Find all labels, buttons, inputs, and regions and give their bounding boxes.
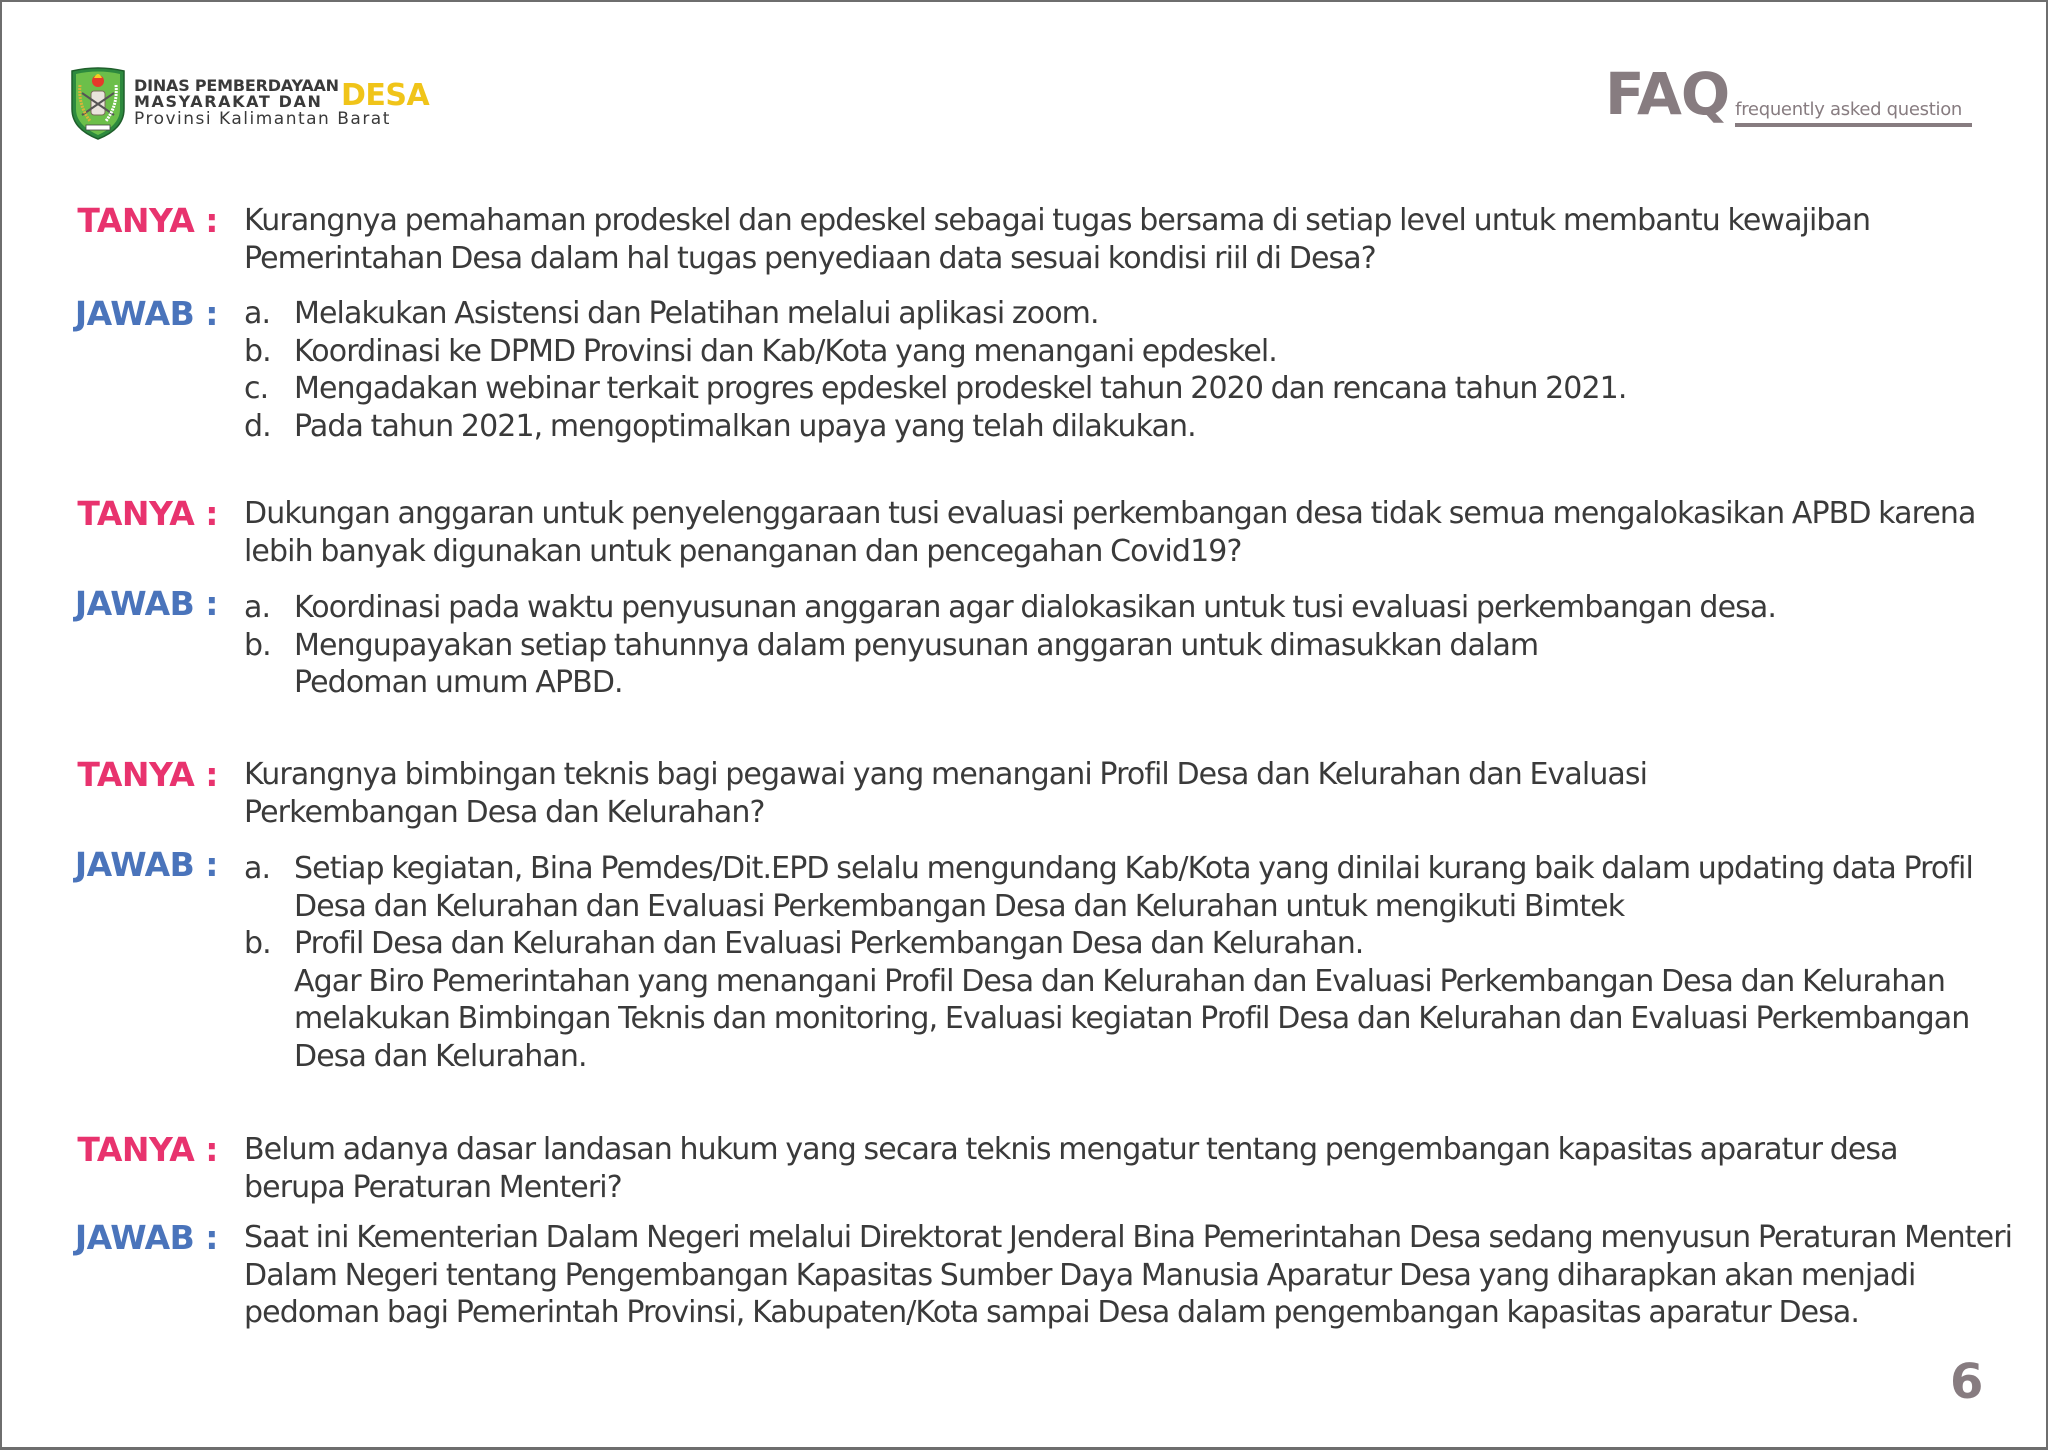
answer-item: b. Koordinasi ke DPMD Provinsi dan Kab/Kota yang menangani epdeskel. <box>244 333 1277 369</box>
answer-item: b. Profil Desa dan Kelurahan dan Evaluasi Perkembangan Desa dan Kelurahan. Agar Biro Pemerintahan yang menangani Profil Desa dan Kelurahan dan Evaluasi Perkembangan Desa dan Kelurahan melakukan Bimbingan Teknis dan monitoring, Evaluasi kegiatan Profil Desa dan Kelurahan dan Evaluasi Perkembangan Desa dan Kelurahan. <box>244 926 1970 1074</box>
org-logo <box>68 65 430 141</box>
question-text: Belum adanya dasar landasan hukum yang secara teknis mengatur tentang pengembangan kapasitas aparatur desa berupa Peraturan Menteri? <box>244 1132 1898 1205</box>
answer-item: a. Melakukan Asistensi dan Pelatihan melalui aplikasi zoom. <box>244 296 1099 331</box>
kalbar-crest-icon <box>68 65 128 141</box>
page-number: 6 <box>1950 1354 1984 1410</box>
question-text: Kurangnya pemahaman prodeskel dan epdeskel sebagai tugas bersama di setiap level untuk membantu kewajiban Pemerintahan Desa dalam hal tugas penyediaan data sesuai kondisi riil di Desa? <box>244 203 1871 276</box>
org-province: Provinsi Kalimantan Barat <box>134 109 391 129</box>
tanya-label: TANYA : <box>77 494 218 533</box>
org-name <box>134 76 430 129</box>
answer-list <box>244 850 1984 1075</box>
question-text: Kurangnya bimbingan teknis bagi pegawai yang menangani Profil Desa dan Kelurahan dan Evaluasi Perkembangan Desa dan Kelurahan? <box>244 757 1648 830</box>
jawab-label: JAWAB : <box>74 845 218 884</box>
tanya-label: TANYA : <box>77 1130 218 1169</box>
answer-list <box>244 589 2014 702</box>
jawab-label: JAWAB : <box>74 584 218 623</box>
answer-item: a. Koordinasi pada waktu penyusunan anggaran agar dialokasikan untuk tusi evaluasi perkembangan desa. <box>244 590 1776 625</box>
tanya-label: TANYA : <box>77 201 218 240</box>
answer-list <box>244 295 2014 445</box>
question-text: Dukungan anggaran untuk penyelenggaraan tusi evaluasi perkembangan desa tidak semua mengalokasikan APBD karena lebih banyak digunakan untuk penanganan dan pencegahan Covid19? <box>244 496 1976 569</box>
jawab-label: JAWAB : <box>74 294 218 333</box>
jawab-label: JAWAB : <box>74 1218 218 1257</box>
org-name-line2: MASYARAKAT DAN <box>134 92 323 111</box>
answer-item: d. Pada tahun 2021, mengoptimalkan upaya yang telah dilakukan. <box>244 408 1196 444</box>
org-name-line1: DINAS PEMBERDAYAAN <box>134 76 339 95</box>
faq-subtitle: frequently asked question <box>1735 99 1972 127</box>
tanya-label: TANYA : <box>77 755 218 794</box>
answer-item: c. Mengadakan webinar terkait progres epdeskel prodeskel tahun 2020 dan rencana tahun 2021. <box>244 371 1627 406</box>
faq-title: FAQ <box>1605 60 1730 128</box>
answer-item: a. Setiap kegiatan, Bina Pemdes/Dit.EPD selalu mengundang Kab/Kota yang dinilai kurang baik dalam updating data Profil Desa dan Kelurahan dan Evaluasi Perkembangan Desa dan Kelurahan untuk mengikuti Bimtek <box>244 851 1973 924</box>
answer-text: Saat ini Kementerian Dalam Negeri melalui Direktorat Jenderal Bina Pemerintahan Desa sedang menyusun Peraturan Menteri Dalam Negeri tentang Pengembangan Kapasitas Sumber Daya Manusia Aparatur Desa yang diharapkan akan menjadi pedoman bagi Pemerintah Provinsi, Kabupaten/Kota sampai Desa dalam pengembangan kapasitas aparatur Desa. <box>244 1220 2013 1330</box>
answer-item: b. Mengupayakan setiap tahunnya dalam penyusunan anggaran untuk dimasukkan dalam Pedoman umum APBD. <box>244 627 1539 700</box>
org-name-desa: DESA <box>341 78 430 113</box>
faq-heading <box>1605 60 1972 128</box>
